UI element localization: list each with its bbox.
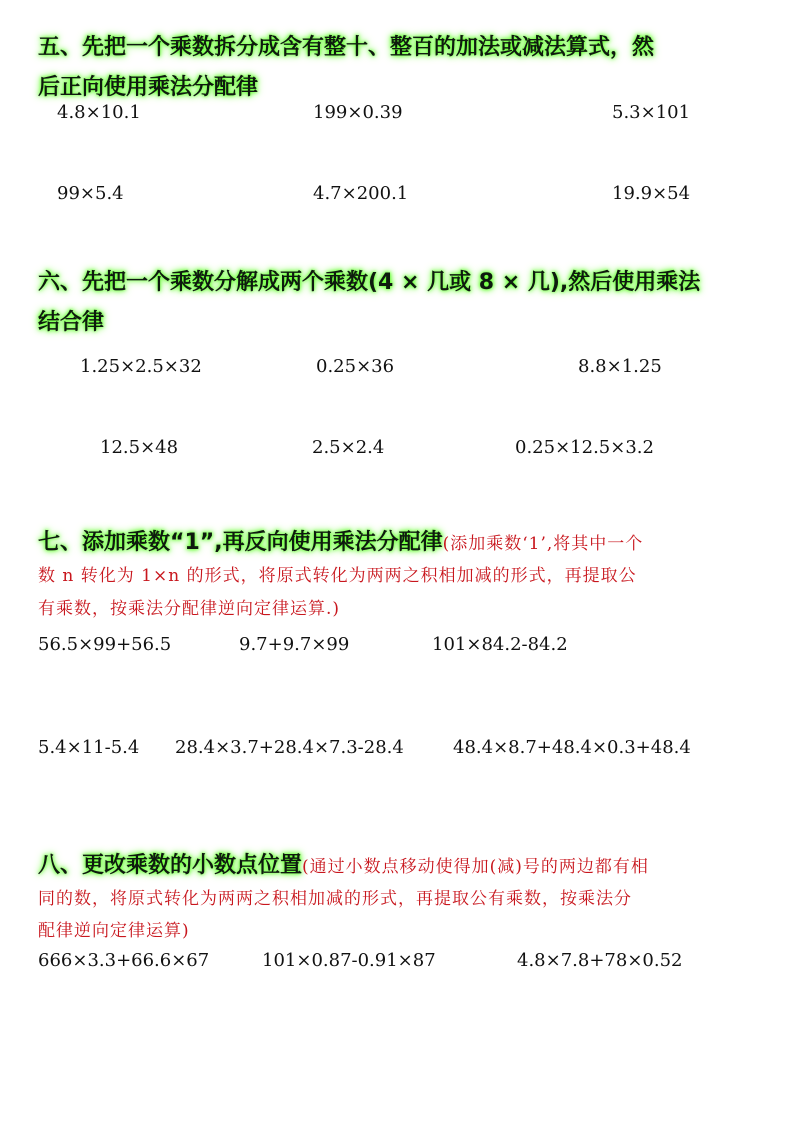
section8-note-line1: (通过小数点移动使得加(减)号的两边都有相 — [302, 857, 649, 877]
section5-title-line1: 五、先把一个乘数拆分成含有整十、整百的加法或减法算式，然 — [38, 35, 655, 60]
section7-title — [38, 524, 728, 563]
section7-problem-5: 28.4×3.7+28.4×7.3-28.4 — [175, 737, 404, 758]
section7-title-text: 七、添加乘数“1”,再反向使用乘法分配律 — [38, 530, 443, 555]
section8-title — [38, 847, 728, 886]
section8-note-line3: 配律逆向定律运算) — [38, 921, 190, 941]
section6-problem-3: 8.8×1.25 — [578, 356, 662, 377]
section6-problem-4: 12.5×48 — [100, 437, 179, 458]
section7-problem-1: 56.5×99+56.5 — [38, 634, 172, 655]
section6-title-line2: 结合律 — [38, 310, 105, 335]
section8-note-line2: 同的数，将原式转化为两两之积相加减的形式，再提取公有乘数，按乘法分 — [38, 889, 632, 909]
section7-problem-4: 5.4×11-5.4 — [38, 737, 140, 758]
section5-problem-3: 5.3×101 — [612, 102, 691, 123]
section7-note-line3: 有乘数，按乘法分配律逆向定律运算.) — [38, 599, 341, 619]
section7-note-line1: (添加乘数‘1’,将其中一个 — [442, 534, 644, 554]
section7-problem-2: 9.7+9.7×99 — [239, 634, 350, 655]
section8-title-text: 八、更改乘数的小数点位置 — [38, 853, 303, 878]
section5-problem-1: 4.8×10.1 — [57, 102, 141, 123]
section5-problem-6: 19.9×54 — [612, 183, 691, 204]
section5-problem-4: 99×5.4 — [57, 183, 124, 204]
section5-problem-2: 199×0.39 — [313, 102, 403, 123]
section6-problem-1: 1.25×2.5×32 — [80, 356, 202, 377]
section7-note-line2: 数 n 转化为 1×n 的形式，将原式转化为两两之积相加减的形式，再提取公 — [38, 566, 637, 586]
section6-problem-5: 2.5×2.4 — [312, 437, 385, 458]
section6-problem-6: 0.25×12.5×3.2 — [515, 437, 654, 458]
section6-title-line1: 六、先把一个乘数分解成两个乘数(4 × 几或 8 × 几),然后使用乘法 — [38, 270, 701, 295]
section7-problem-6: 48.4×8.7+48.4×0.3+48.4 — [453, 737, 691, 758]
section8-problem-3: 4.8×7.8+78×0.52 — [517, 950, 683, 971]
section5-title-line2: 后正向使用乘法分配律 — [38, 75, 259, 100]
section8-problem-2: 101×0.87-0.91×87 — [262, 950, 436, 971]
section6-problem-2: 0.25×36 — [316, 356, 395, 377]
section7-problem-3: 101×84.2-84.2 — [432, 634, 568, 655]
section5-problem-5: 4.7×200.1 — [313, 183, 409, 204]
section8-problem-1: 666×3.3+66.6×67 — [38, 950, 210, 971]
